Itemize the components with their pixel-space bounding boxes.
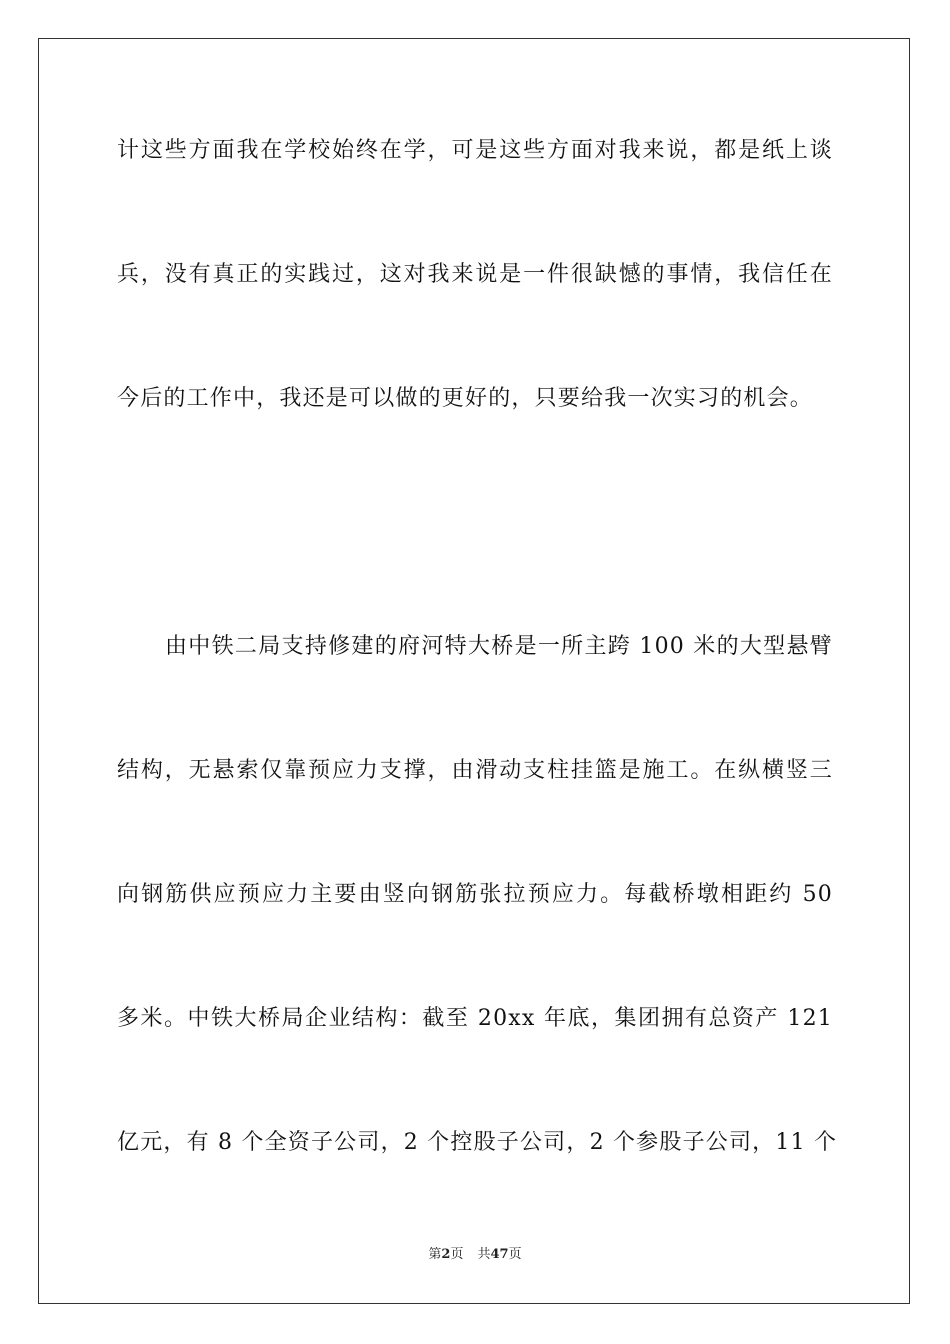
paragraph-1-line-2: 兵，没有真正的实践过，这对我来说是一件很缺憾的事情，我信任在 — [117, 262, 833, 287]
page-suffix: 页 — [450, 1247, 464, 1262]
paragraph-2-line-5: 亿元，有 8 个全资子公司，2 个控股子公司，2 个参股子公司，11 个 — [117, 1130, 838, 1155]
total-pages: 47 — [490, 1247, 509, 1262]
paragraph-2-line-1: 由中铁二局支持修建的府河特大桥是一所主跨 100 米的大型悬臂 — [165, 634, 833, 659]
paragraph-2-line-4: 多米。中铁大桥局企业结构：截至 20xx 年底，集团拥有总资产 121 — [117, 1006, 833, 1031]
paragraph-2-line-3: 向钢筋供应预应力主要由竖向钢筋张拉预应力。每截桥墩相距约 50 — [117, 882, 833, 907]
page-border — [38, 38, 910, 1304]
total-prefix: 共 — [477, 1247, 491, 1262]
paragraph-1-line-1: 计这些方面我在学校始终在学，可是这些方面对我来说，都是纸上谈 — [117, 138, 833, 163]
page-prefix: 第 — [428, 1247, 442, 1262]
paragraph-2-line-2: 结构，无悬索仅靠预应力支撑，由滑动支柱挂篮是施工。在纵横竖三 — [117, 758, 833, 783]
paragraph-1-line-3: 今后的工作中，我还是可以做的更好的，只要给我一次实习的机会。 — [117, 386, 814, 411]
page-number: 2 — [441, 1247, 451, 1262]
total-suffix: 页 — [508, 1247, 522, 1262]
page-footer — [0, 1246, 950, 1264]
